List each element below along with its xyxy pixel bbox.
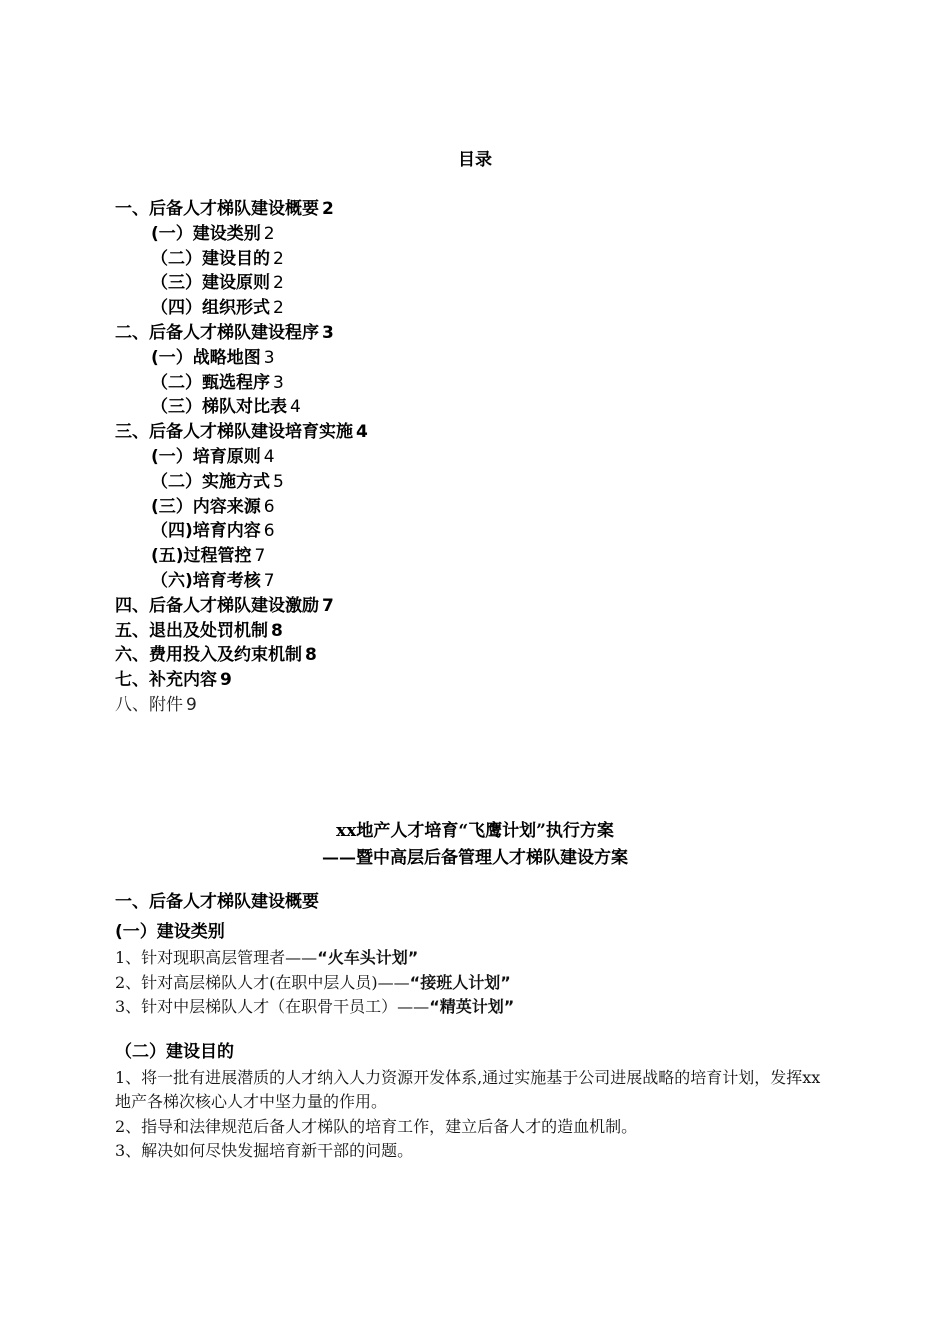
document-title-block <box>0 818 950 872</box>
table-of-contents <box>115 197 815 718</box>
toc-page-number: 9 <box>220 670 232 691</box>
toc-entry[interactable]: 八、附件 9 <box>115 694 197 715</box>
toc-page-number: 6 <box>263 521 275 542</box>
toc-entry[interactable]: (一）建设类别 2 <box>151 223 275 244</box>
document-body <box>115 888 835 1164</box>
toc-entry[interactable]: 一、后备人才梯队建设概要 2 <box>115 199 334 219</box>
toc-page-number: 8 <box>305 645 317 666</box>
list-item: 3、针对中层梯队人才（在职骨干员工）——“精英计划” <box>115 997 515 1016</box>
subsection-heading: （二）建设目的 <box>115 1041 234 1062</box>
toc-entry[interactable]: (五)过程管控 7 <box>151 546 266 567</box>
toc-page-number: 4 <box>263 446 275 467</box>
toc-page-number: 4 <box>290 397 301 418</box>
toc-entry[interactable]: （三）建设原则 2 <box>151 273 284 294</box>
toc-entry[interactable]: 六、费用投入及约束机制 8 <box>115 645 317 666</box>
toc-entry[interactable]: 二、后备人才梯队建设程序 3 <box>115 322 334 343</box>
toc-page-number: 2 <box>322 199 334 219</box>
toc-page-number: 7 <box>263 570 275 591</box>
toc-page-number: 8 <box>271 620 283 641</box>
toc-entry[interactable]: （四）组织形式 2 <box>151 298 284 319</box>
toc-page-number: 6 <box>263 496 275 517</box>
toc-entry[interactable]: （三）梯队对比表 4 <box>151 397 301 418</box>
toc-entry[interactable]: 四、后备人才梯队建设激励 7 <box>115 595 334 616</box>
plan-name: “火车头计划” <box>317 948 419 967</box>
toc-page-number: 2 <box>263 223 275 244</box>
plan-name: “精英计划” <box>429 997 515 1016</box>
list-item: 2、针对高层梯队人才(在职中层人员)——“接班人计划” <box>115 972 511 992</box>
toc-entry[interactable]: （二）实施方式 5 <box>151 471 284 492</box>
toc-page-number: 2 <box>273 298 284 319</box>
toc-page-number: 7 <box>254 546 266 567</box>
toc-entry[interactable]: 五、退出及处罚机制 8 <box>115 620 283 641</box>
paragraph: 2、指导和法律规范后备人才梯队的培育工作，建立后备人才的造血机制。 <box>115 1116 638 1136</box>
section-heading: 一、后备人才梯队建设概要 <box>115 892 319 912</box>
list-item: 1、针对现职高层管理者——“火车头计划” <box>115 948 419 967</box>
document-title: xx地产人才培育“飞鹰计划”执行方案 <box>336 821 614 841</box>
toc-page-number: 5 <box>273 471 284 492</box>
toc-entry[interactable]: (一）培育原则 4 <box>151 446 275 467</box>
toc-page-number: 3 <box>263 347 275 368</box>
toc-page-number: 3 <box>273 372 284 393</box>
paragraph: 1、将一批有进展潜质的人才纳入人力资源开发体系,通过实施基于公司进展战略的培育计划，发挥xx地产各梯次核心人才中坚力量的作用。 <box>115 1067 821 1111</box>
toc-entry[interactable]: （二）建设目的 2 <box>151 248 284 269</box>
toc-entry[interactable]: （六)培育考核 7 <box>151 570 275 591</box>
toc-entry[interactable]: 三、后备人才梯队建设培育实施 4 <box>115 422 368 443</box>
subsection-heading: (一）建设类别 <box>115 922 225 942</box>
toc-entry[interactable]: （二）甄选程序 3 <box>151 372 284 393</box>
toc-title: 目录 <box>458 150 492 170</box>
toc-page-number: 7 <box>322 595 334 616</box>
toc-entry[interactable]: (三）内容来源 6 <box>151 496 275 517</box>
toc-page-number: 3 <box>322 322 334 343</box>
toc-page-number: 9 <box>186 694 197 715</box>
document-subtitle: ——暨中高层后备管理人才梯队建设方案 <box>322 848 628 868</box>
toc-page-number: 2 <box>273 273 284 294</box>
paragraph: 3、解决如何尽快发掘培育新干部的问题。 <box>115 1141 414 1160</box>
plan-name: “接班人计划” <box>409 972 511 992</box>
toc-page-number: 4 <box>356 422 368 443</box>
toc-entry[interactable]: (一）战略地图 3 <box>151 347 275 368</box>
toc-page-number: 2 <box>273 248 284 269</box>
toc-entry[interactable]: （四)培育内容 6 <box>151 521 275 542</box>
toc-entry[interactable]: 七、补充内容 9 <box>115 670 232 691</box>
